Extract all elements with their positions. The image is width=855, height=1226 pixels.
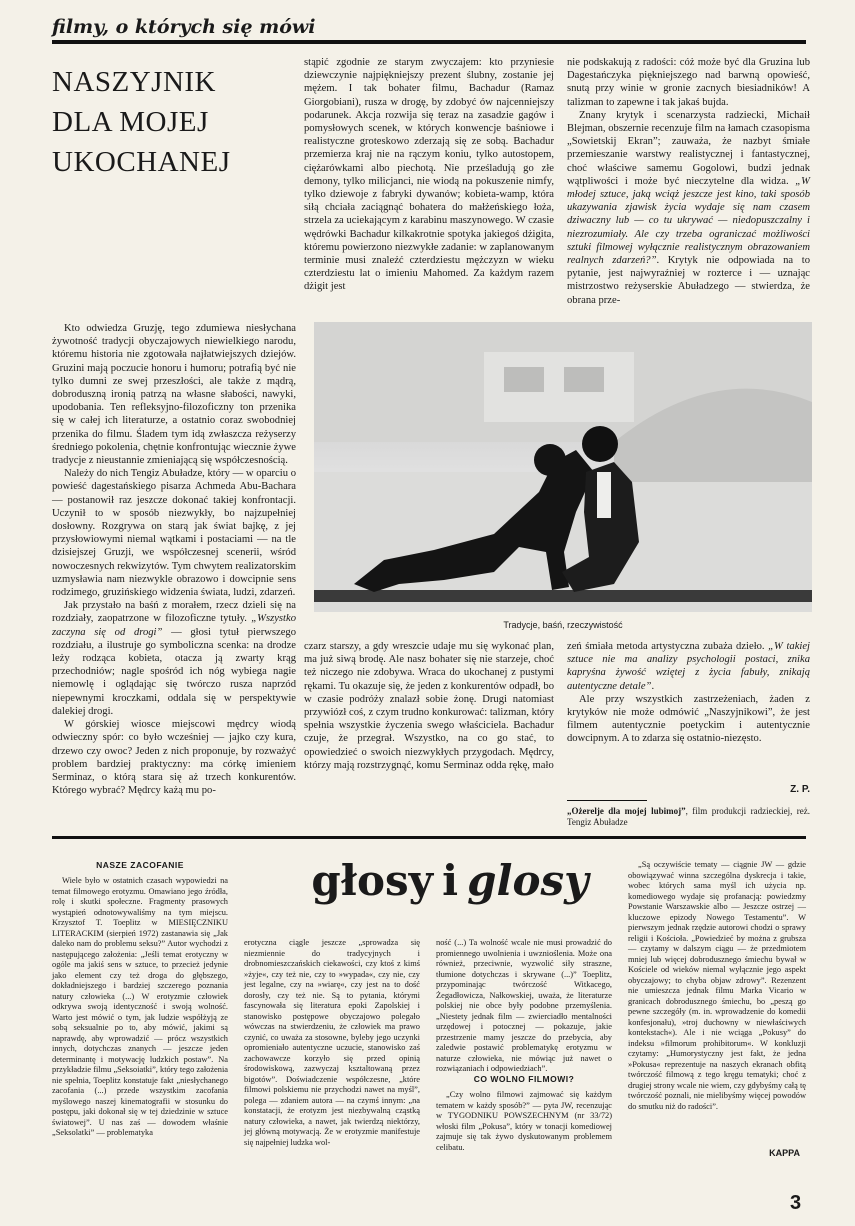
glosy-paragraph: „Czy wolno filmowi zajmować się każdym tematem w każdy sposób?” — pyta JW, recenzując w TYGODNIKU POWSZECHNYM (nr 33/72) włoski film „Pokusa”, który w tonacji komediowej zajmuje się tak żywo dyskutowanym problemem celibatu.: [436, 1090, 612, 1152]
article-paragraph: [567, 640, 810, 693]
fence-strip: [314, 590, 812, 602]
article-text: Jak przystało na baśń z morałem, rzecz dzieli się na rozdziały, zaopatrzone w filozoficzne tytuły.: [52, 600, 296, 625]
film-credit-details: , film produkcji radzieckiej, reż. Tengiz Abuładze: [567, 806, 810, 827]
article-paragraph: stąpić zgodnie ze starym zwyczajem: kto przyniesie dziewczynie najpiękniejszy prezent ślubny, zostanie jej mężem. I tak bohater filmu, Bachadur (Ramaz Giorgobiani), rusza w drogę, by zdobyć ów najcenniejszy podarunek. Akcja rozwija się teraz na zasadzie gagów i pomysłowych scenek, w których konwencje baśniowe i realistyczne groteskowo zderzają się ze sobą. Bachadur przemierza kraj nie na rączym koniu, tylko autostopem, ciężarówkami albo piechotą. Nie prześladują go złe demony, tylko milicjanci, nie wiodą na pokuszenie nimfy, tylko dziewoje z fabryki dywanów; kobieta-wamp, która siłą chciała zaciągnąć bohatera do małżeńskiego łoża, strzela za uciekającym z karabinu maszynowego. W czasie wędrówki Bachadur kilkakrotnie spotyka jakiegoś dżigita, któremu powierzono niezwykłe zadanie: w zaplanowanym terminie musi znaleźć czterdziestu mężczyzn w wieku czterdziestu lat o imieniu Mahomed. Za każdym razem dżigit jest: [304, 57, 554, 293]
glosy-heading-zacofanie: NASZE ZACOFANIE: [96, 860, 184, 870]
article-quote: „W młodej sztuce, jaką wciąż jeszcze jest kino, taki sposób ukazywania zjawisk życia wydaje się nam czasem dziwaczny lub — co tu ukrywać — niedopuszczalny i niezrozumiały. Ale czy trzeba ograniczać możliwości sztuki filmowej wyłącznie realistycznym obrazowaniem realnych zdarzeń?”: [567, 175, 810, 267]
article-paragraph: Ale przy wszystkich zastrzeżeniach, żaden z krytyków nie może odmówić „Naszyjnikowi”, że jest filmem autentycznie poetyckim i autentycznie dowcipnym. A to zdarza się ostatnio-niezęsto.: [567, 693, 810, 745]
glosy-title-word-2: glosy: [467, 856, 589, 905]
article-signature: Z. P.: [790, 784, 810, 795]
woman-head-silhouette: [582, 426, 618, 462]
article-column-right-top: [567, 56, 810, 308]
glosy-heading-co-wolno: CO WOLNO FILMOWI?: [473, 1074, 575, 1084]
film-still-photo: [314, 322, 812, 612]
photo-caption: Tradycje, baśń, rzeczywistość: [503, 620, 623, 630]
building-window: [564, 367, 604, 392]
glosy-signature: KAPPA: [769, 1148, 800, 1158]
article-text: .: [651, 680, 655, 692]
article-quote: „W takiej sztuce nie ma analizy psychologii postaci, znika kapryśna żywość wziętej z życia fabuły, znikają autentyczne detale”: [567, 641, 810, 692]
film-credit: [567, 806, 810, 828]
article-paragraph: czarz starszy, a gdy wreszcie udaje mu się wykonać plan, ma już siwą brodę. Ale nasz bohater się nie starzeje, choć też niczego nie zdobywa. Wraca do ukochanej z pustymi rękami. Tu okazuje się, że jeden z konkurentów odpadł, bo w czasie podróży znalazł sobie żonę. Drugi natomiast przywiózł coś, z czym trudno konkurować: talizman, który spełnia wszystkie życzenia swego właściciela. Bachadur czuje, że przegrał. Wszystko, na co go stać, to opowiedzieć o swoich niezwykłych przygodach. Mędrcy, którzy mają rozstrzygnąć, komu Serminaz odda rękę, mało: [304, 641, 554, 771]
glosy-title: [300, 856, 600, 905]
article-text: zeń śmiała metoda artystyczna zubaża dzieło.: [567, 641, 769, 652]
film-still-illustration: [314, 322, 812, 612]
article-column-right-bottom: [567, 640, 810, 780]
section-divider: [52, 836, 806, 839]
article-paragraph: [567, 109, 810, 307]
article-paragraph: [52, 599, 296, 718]
glosy-paragraph: erotyczna ciągle jeszcze „sprowadza się niezmiennie do tradycyjnych i drobnomieszczańskich ciekawości, czy ktoś z kimś »żyje«, czy też nie, czy to »wypada«, czy nie, czy jest legalne, czy na »wiarę«, czy jest na to dość dorosły, czy też nie. Są to pytania, którymi fascynowała się literatura epoki Zapolskiej i stanowisko postępowe obyczajowo polegało wówczas na stwierdzeniu, że człowiek ma prawo czynić, co uważa za stosowne, byleby jego uczynki opromieniało autentyczne uczucie, stanowisko zaś zachowawcze korzyło się przed opinią środowiskową, zazwyczaj ksztaltowaną przez bigotów”. Doświadczenie współczesne, „które filmowi polskiemu nie przychodzi nawet na myśl”, polega — zdaniem autora — na czymś innym: „na konstatacji, że erotyzm jest niezbywalną cząstką natury człowieka, a nawet, jak twierdzą niektórzy, jej główną motywacją. Że w erotyzmie manifestuje się najpełniej ludzka wol-: [244, 938, 420, 1147]
glosy-title-word-1: głosy: [311, 856, 434, 905]
man-head-silhouette: [534, 444, 566, 476]
glosy-column-3-top: [436, 938, 612, 1073]
article-text: Znany krytyk i scenarzysta radziecki, Michaił Blejman, obszernie recenzuje film na łamach czasopisma „Sowietskij Ekran”; zauważa, że nazbyt śmiałe przemieszanie warstwy realistycznej i fantastycznej, choć właściwe samemu Gogolowi, budzi jednak wątpliwości i może być nieczytelne dla widza.: [567, 109, 810, 187]
page-number: 3: [790, 1192, 802, 1214]
glosy-column-1: [52, 876, 228, 1166]
section-header-title: filmy, o których się mówi: [52, 16, 316, 38]
glosy-column-2: [244, 938, 420, 1166]
building-window: [504, 367, 544, 392]
article-text: — głosi tytuł pierwszego rozdziału, a ilustruje go symboliczna scenka: na drodze leży rodząca kobieta, otacza ją zwarty krąg przechodniów; nagle spośród ich nóg wybiega nagie niemowlę i oglądając się twórczo rusza naprzód niepewnymi kroczkami, oddala się w perspektywie dalekiej drogi.: [52, 626, 296, 717]
glosy-title-conjunction: i: [442, 856, 459, 905]
glosy-paragraph: Wiele było w ostatnich czasach wypowiedzi na temat filmowego erotyzmu. Omawiano jego źródła, rolę i skutki społeczne. Fragmenty prasowych wystąpień odnotowywaliśmy na tym miejscu. Krzysztof T. Toeplitz w MIESIĘCZNIKU LITERACKIM (sierpień 1972) zastanawia się „Jak daleko nam do problemu seksu?” Autor wychodzi z następującego założenia: „Jeśli temat erotyczny w ogóle ma jakiś sens w sztuce, to przecież jedynie jako element czy też droga do głębszego, dokładniejszego i bardziej szczerego poznania natury człowieka (...) W erotyzmie człowiek odkrywa swoją identyczność i swoją wolność. Warto jest mówić o tym, jak ludzie współżyją ze sobą seksualnie po to, aby mówić, jakimi są naprawdę, aby wprowadzić — prócz wszystkich innych, dotychczas znanych — jeszcze jeden determinantę i motywację ludzkich postaw”. Na przykładzie filmu „Seksoiatki”, który tego założenia nie spełnia, Toeplitz konstatuje fakt „niesłychanego zacofania (...) przede wszystkim zacofania myślowego naszej kinematografii w stosunku do postępu, jaki dokonał się w tej dziedzinie w sztuce światowej”. U nas zaś — dowodem właśnie „Seksolatki” — problematyka: [52, 876, 228, 1137]
article-quote: „Wszystko zaczyna się od drogi”: [52, 613, 296, 638]
woman-blouse: [597, 472, 611, 518]
article-paragraph: nie podskakują z radości: cóż może być dla Gruzina lub Dagestańczyka piękniejszego nad barwną opowieść, snutą przy winie w gronie zacnych biesiadników! A talizman to zapewne i tak jakaś bujda.: [567, 57, 810, 108]
credit-rule: [567, 800, 647, 801]
film-credit-title: „Ożerelje dla mojej lubimoj”: [567, 806, 686, 816]
header-rule: [52, 40, 806, 44]
article-column-middle-top: [304, 56, 554, 308]
article-paragraph: W górskiej wiosce miejscowi mędrcy wiodą odwieczny spór: co było wcześniej — jajko czy kura, drzewo czy owoc? Jeden z nich proponuje, by rozważyć problem bardziej praktyczny: ma córkę imieniem Serminaz, o którą stara się aż trzech konkurentów. Którego wybrać? Mędrcy każą mu po-: [52, 719, 296, 797]
article-title-line-1: NASZYJNIK: [52, 66, 216, 98]
article-title-line-3: UKOCHANEJ: [52, 146, 231, 178]
article-paragraph: Należy do nich Tengiz Abuładze, który — w oparciu o powieść dagestańskiego pisarza Achmeda Abu-Bachara — postanowił raz jeszcze dokonać takiej konfrontacji. Uczynił to w sposób niezwykły, bo najzupełniej dosłowny. Rozgrywa on starą jak świat bajkę, z jej przysłowiowymi niemal wątkami i postaciami — na tle dzisiejszej Gruzji, we współczesnej scenerii, wśród nowoczesnych rekwizytów. Tym chwytem realizatorskim uzmysławia nam niezwykle obrazowo i dowcipnie sens rodzimego, gruzińskiego widzenia świata, ludzi, zdarzeń.: [52, 468, 296, 599]
article-title: [52, 62, 292, 182]
glosy-column-4: [628, 860, 806, 1138]
article-paragraph: Kto odwiedza Gruzję, tego zdumiewa niesłychana żywotność tradycji obyczajowych niewielkiego narodu, któremu historia nie zgotowała najłatwiejszych dziejów. Gruzini mają poczucie honoru i humoru; potrafią być nie tylko dumni ze swej przeszłości, ale także z mądrą, dobroduszną ironią patrzą na własne słabości, nawyki, upodobania. Ten refleksyjno-filozoficzny ton przenika się w całej ich literaturze, a ostatnio coraz swobodniej przenika do filmu. Śladem tym idą zwłaszcza reżyserzy średniego pokolenia, chętnie konfrontując wiecznie żywe tradycje z nieustannie zmieniającą się współczesnością.: [52, 323, 296, 467]
article-text: . Krytyk nie odpowiada na to pytanie, jest najwyraźniej w rozterce i — uznając mistrzostwo reżyserskie Abuładzego — stwierdza, że obrana prze-: [567, 255, 810, 306]
glosy-column-3-bottom: [436, 1090, 612, 1166]
article-title-line-2: DLA MOJEJ: [52, 106, 209, 138]
glosy-paragraph: ność (...) Ta wolność wcale nie musi prowadzić do promiennego uwolnienia i uwznioślenia. Może ona również, przeciwnie, wyzwolić siły straszne, tłumione dotychczas i skrywane (...)” Toeplitz, przypominając twórczość Witkacego, Żegadłowicza, Nałkowskiej, uważa, że literaturze polskiej nie obce były podobne przemyślenia. „Niestety jednak film — zwierciadło mentalności urzędowej i potocznej — pokazuje, jakie przestrzenie mamy jeszcze do przebycia, aby zaledwie postawić problematykę erotyzmu w naturze człowieka, nie mówiąc już nawet o rozwiązaniach i odpowiedziach”.: [436, 938, 612, 1073]
article-column-middle-bottom: [304, 640, 554, 826]
article-column-left: [52, 322, 296, 826]
glosy-paragraph: „Są oczywiście tematy — ciągnie JW — gdzie obowiązywać winna szczególna dyskrecja i takie, wobec których sama myśl ich użycia np. komediowego wydaje się profanacją: powiedzmy Powstanie Warszawskie albo — Jeszcze ostrzej — kluczowe epizody Nowego Testamentu”. W pierwszym jednak rzędzie autorowi chodzi o sprawy religii i Kościoła. „Powiedzieć by można z grubsza — czytamy w dalszym ciągu — że przedmiotem mniej lub więcej dobrodusznego śmiechu bywał w Kościele od wieków niemal wyłącznie jego aspekt obyczajowy; to chyba objaw zdrowy”. Rezenzent nie umieszcza jednak filmu Marka Vicario w granicach dobrodusznego śmiechu, bo „peszą go pewne szczegóły (m. in. wprowadzenie do komedii konfesjonału), »troj duchowny w niewłaściwych kontekstach«). Ale i nie wciąga „Pokusy” do indeksu »filmorum prohibitorum«. W konkluzji czytamy: „Humorystyczny jest fakt, że jedna »Pokusa« reprezentuje na naszych ekranach obfitą twórczość filmową z tego kręgu tematyki; choć z drugiej strony wcale nie wiem, czy gdybyśmy całą tę twórczość poznali, nie mielibyśmy więcej powodów do smutku niż do radości”.: [628, 860, 806, 1111]
